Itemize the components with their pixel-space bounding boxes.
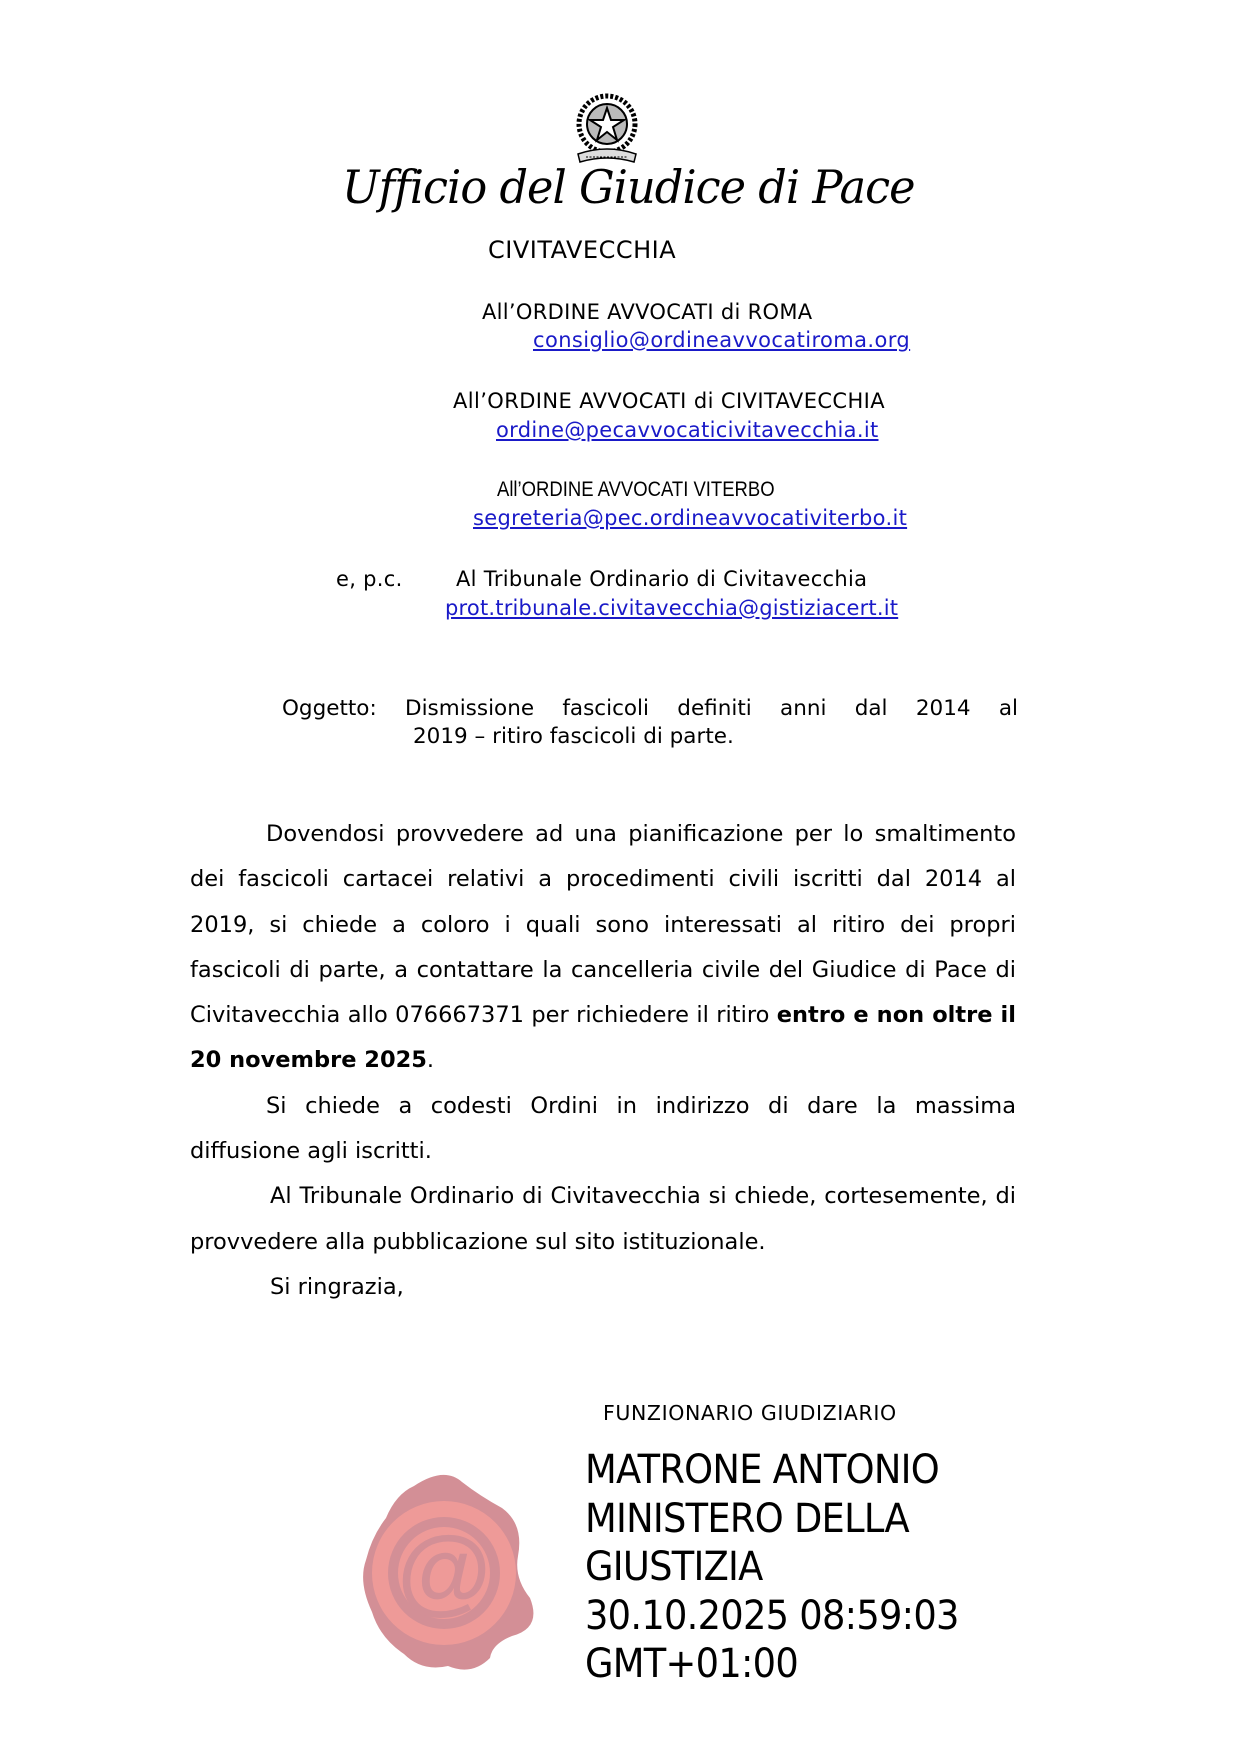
- recipient-name-tribunale: Al Tribunale Ordinario di Civitavecchia: [456, 567, 868, 591]
- signature-timestamp: 30.10.2025 08:59:03: [585, 1592, 959, 1639]
- signature-timezone: GMT+01:00: [585, 1641, 799, 1687]
- signer-name: MATRONE ANTONIO: [585, 1447, 940, 1493]
- signer-org-line-1: MINISTERO DELLA: [585, 1495, 909, 1542]
- subject-line-2: 2019 – ritiro fascicoli di parte.: [413, 724, 734, 749]
- republic-emblem-icon: [566, 86, 648, 168]
- deadline-bold: entro e non oltre il 20 novembre 2025: [190, 1002, 1016, 1074]
- recipient-name-civitavecchia: All’ORDINE AVVOCATI di CIVITAVECCHIA: [453, 389, 886, 413]
- recipient-email-roma[interactable]: consiglio@ordineavvocatiroma.org: [533, 328, 911, 352]
- office-city: CIVITAVECCHIA: [488, 236, 677, 264]
- recipient-email-viterbo[interactable]: segreteria@pec.ordineavvocativiterbo.it: [473, 506, 908, 530]
- subject-text: Dismissione fascicoli definiti anni dal 2014 al: [405, 696, 1018, 721]
- digital-signature-seal-icon: [352, 1458, 552, 1678]
- office-title: Ufficio del Giudice di Pace: [342, 160, 915, 214]
- subject-label: Oggetto:: [282, 696, 377, 721]
- recipient-email-tribunale[interactable]: prot.tribunale.civitavecchia@gistiziacert.it: [445, 596, 899, 620]
- signature-details: [585, 1446, 991, 1689]
- recipient-name-viterbo: All’ORDINE AVVOCATI VITERBO: [497, 478, 775, 501]
- paragraph-diffusion: Si chiede a codesti Ordini in indirizzo di dare la massima diffusione agli iscritti.: [190, 1092, 1016, 1165]
- paragraph-request: Dovendosi provvedere ad una pianificazione per lo smaltimento dei fascicoli cartacei relativi a procedimenti civili iscritti dal 2014 al 2019, si chiede a coloro i quali sono interessati al ritiro dei propri fascicoli di parte, a contattare la cancelleria civile del Giudice di Pace di Civitavecchia allo 076667371 per richiedere il ritiro entro e non oltre il 20 novembre 2025.: [190, 821, 1016, 1074]
- recipient-email-civitavecchia[interactable]: ordine@pecavvocaticivitavecchia.it: [496, 418, 879, 442]
- seal-symbol: @: [397, 1517, 491, 1624]
- signer-org-line-2: GIUSTIZIA: [585, 1544, 763, 1590]
- subject-line-1: [282, 694, 1018, 724]
- paragraph-thanks: Si ringrazia,: [270, 1273, 404, 1300]
- recipient-name-roma: All’ORDINE AVVOCATI di ROMA: [482, 300, 813, 324]
- signer-role: FUNZIONARIO GIUDIZIARIO: [603, 1401, 897, 1425]
- paragraph-publication: Al Tribunale Ordinario di Civitavecchia si chiede, cortesemente, di provvedere alla pubblicazione sul sito istituzionale.: [190, 1183, 1016, 1255]
- cc-prefix: e, p.c.: [336, 567, 403, 591]
- letter-body: [190, 812, 1016, 1310]
